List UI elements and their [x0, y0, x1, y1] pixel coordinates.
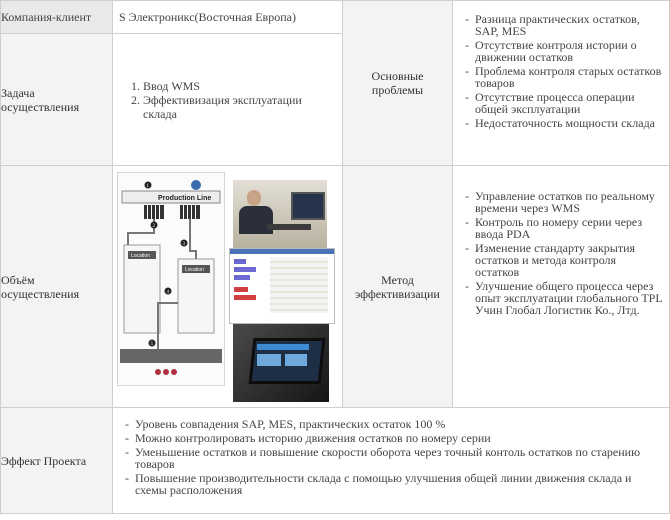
effect-item: - Уменьшение остатков и повышение скорости оборота через точный контоль остатков по старению товаров: [125, 446, 653, 470]
scope-images-cell: [113, 166, 343, 408]
effect-item: - Можно контролировать историю движения остатков по номеру серии: [125, 432, 653, 444]
scope-label: Объём осуществления: [1, 272, 80, 301]
effect-cell: [113, 408, 670, 514]
svg-text:3: 3: [182, 241, 185, 247]
problems-cell: [453, 1, 670, 166]
warehouse-flow-diagram: [117, 172, 225, 386]
problem-item: - Недостаточность мощности склада: [465, 117, 663, 129]
flow-path-right: [190, 219, 196, 259]
method-item: - Изменение стандарту закрытия остатков и метода контроля остатков: [465, 242, 663, 278]
pallet-marker-1: [155, 369, 161, 375]
svg-text:4: 4: [166, 289, 169, 295]
svg-text:2: 2: [152, 223, 155, 229]
svg-text:5: 5: [150, 341, 153, 347]
pallet-marker-2: [163, 369, 169, 375]
method-list: [453, 190, 669, 316]
client-label: Компания-клиент: [1, 1, 113, 34]
wms-screen-photo: [229, 248, 335, 324]
task-item: 2. Эффективизация эксплуатации склада: [143, 93, 334, 121]
operator-photo: [233, 180, 327, 248]
location-left-text: Location: [131, 252, 150, 259]
method-item: - Управление остатков по реальному времени через WMS: [465, 190, 663, 214]
method-cell: [453, 166, 670, 408]
location-right-text: Location: [185, 266, 204, 273]
scope-images: [113, 168, 342, 406]
problem-item: - Разница практических остатков, SAP, MES: [465, 13, 663, 37]
effect-list: [113, 418, 669, 496]
task-label: Задача осуществления: [1, 85, 80, 114]
method-item: - Контроль по номеру серии через ввода PDA: [465, 216, 663, 240]
effect-label: Эффект Проекта: [1, 453, 87, 468]
task-cell: [113, 34, 343, 166]
barcode-right: [180, 205, 200, 219]
shipping-area: [120, 349, 222, 363]
problem-item: - Проблема контроля старых остатков товаров: [465, 65, 663, 89]
pallet-marker-3: [171, 369, 177, 375]
task-list: [113, 79, 342, 121]
method-label-cell: [343, 166, 453, 408]
task-item: 1. Ввод WMS: [143, 79, 334, 93]
problems-label-cell: [343, 1, 453, 166]
effect-item: - Уровень совпадения SAP, MES, практических остаток 100 %: [125, 418, 653, 430]
method-label: Метод эффективизации: [355, 272, 440, 301]
svg-text:1: 1: [146, 183, 149, 189]
production-line-text: Production Line: [158, 194, 212, 202]
scope-label-cell: [1, 166, 113, 408]
diagram-svg: [118, 173, 224, 385]
problem-item: - Отсутствие контроля истории о движении остатков: [465, 39, 663, 63]
effect-item: - Повышение производительности склада с помощью улучшения общей линии движения склада и схемы расположения: [125, 472, 653, 496]
problems-list: [453, 13, 669, 129]
problem-item: - Отсутствие процесса операции общей эксплуатации: [465, 91, 663, 115]
tablet-photo: [233, 324, 329, 402]
flow-path-bottom: [158, 303, 178, 349]
problems-label: Основные проблемы: [371, 69, 424, 97]
flow-path-left: [128, 219, 154, 245]
barcode-left: [144, 205, 164, 219]
method-item: - Улучшение общего процесса через опыт эксплуатации глобального TPL Учин Глобал Логистик Ко., Лтд.: [465, 280, 663, 316]
client-value: S Электроникс(Восточная Европа): [113, 1, 343, 34]
pda-icon: [191, 180, 201, 190]
effect-label-cell: [1, 408, 113, 514]
task-label-cell: [1, 34, 113, 166]
